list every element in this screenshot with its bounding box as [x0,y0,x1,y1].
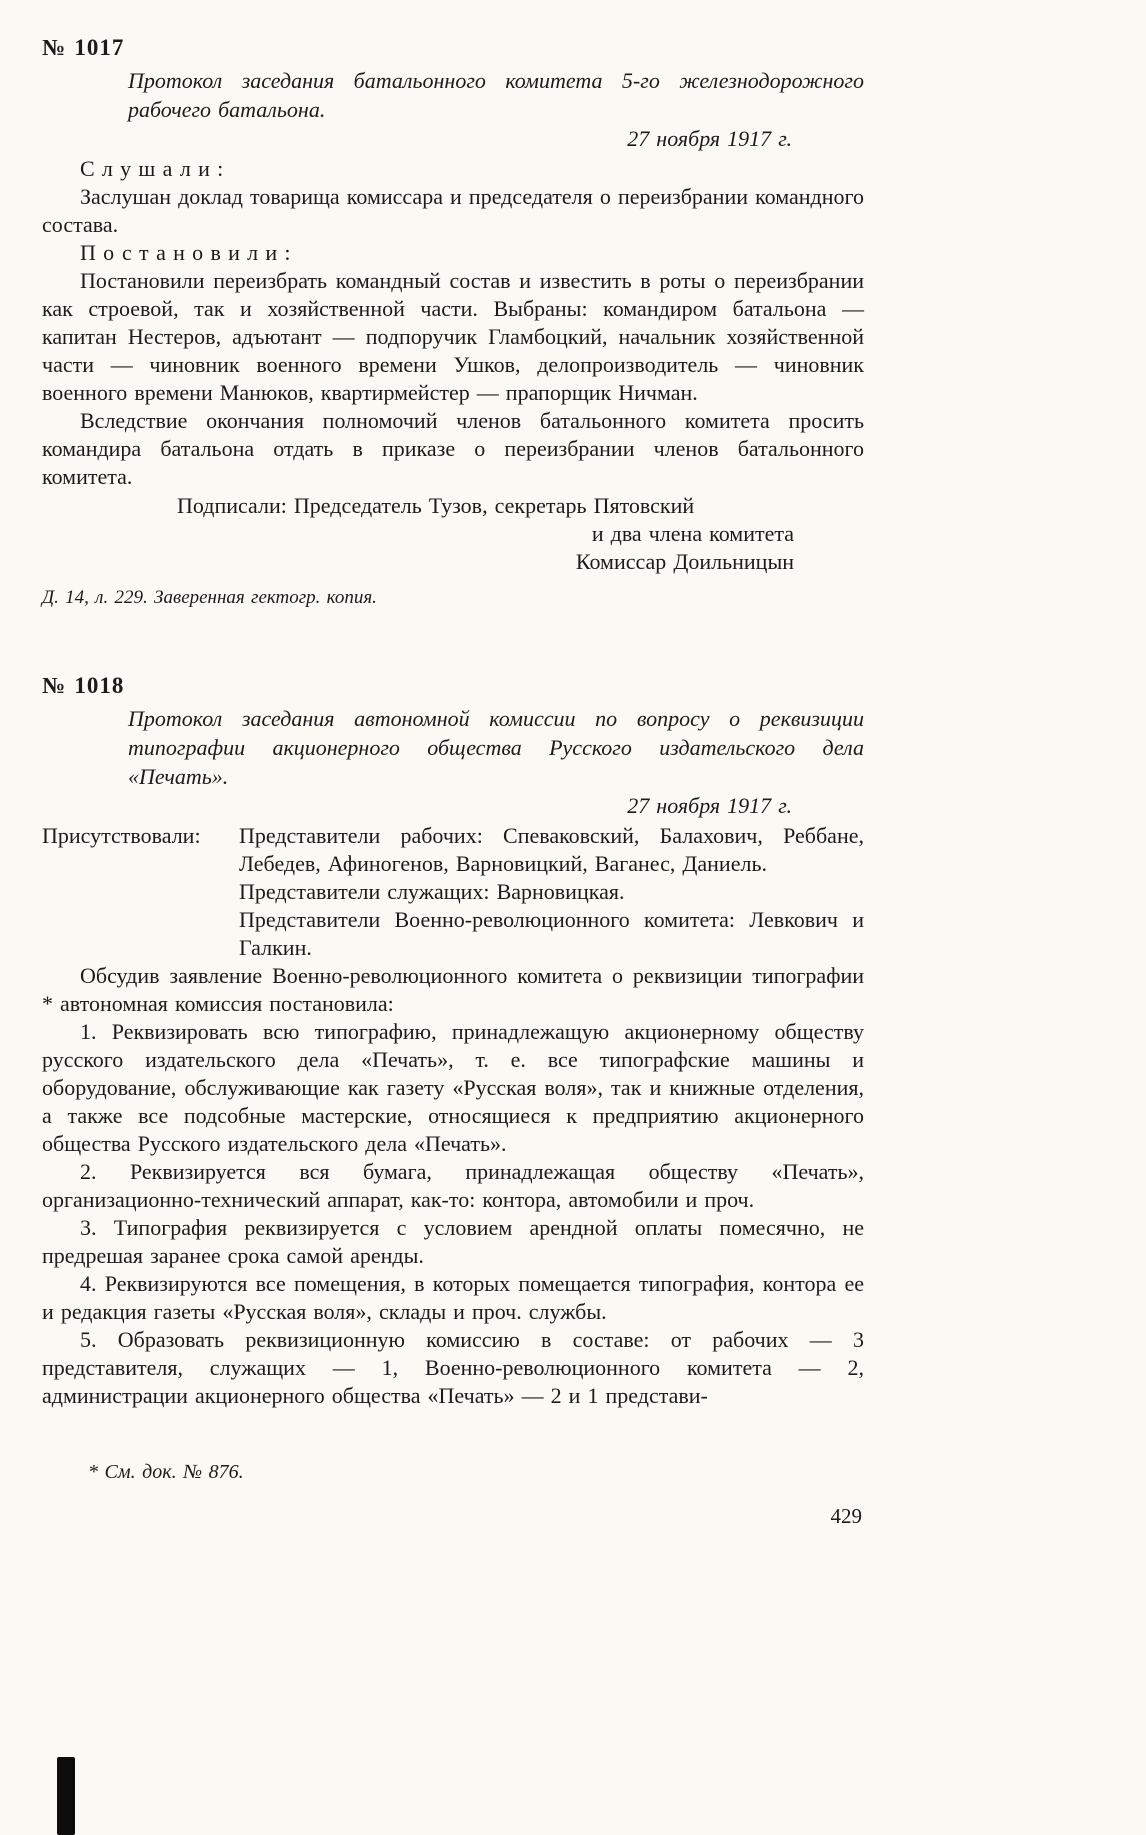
resolution-item: 5. Образовать реквизиционную комиссию в составе: от рабочих — 3 представителя, служащих — 1, Военно-революционного комитета — 2, администрации акционерного общества «Печать» — 2 и 1 представи- [42,1327,864,1408]
attendee-entry: Представители Военно-революционного комитета: Левкович и Галкин. [239,907,864,960]
doc-title: Протокол заседания автономной комиссии по вопросу о реквизиции типографии акционерного общества Русского издательского дела «Печать». [128,706,864,789]
page-number: 429 [830,1504,862,1528]
followup-paragraph: Вследствие окончания полномочий членов батальонного комитета просить командира батальона отдать в приказе о переизбрании членов батальонного комитета. [42,408,864,489]
resolved-paragraph: Постановили переизбрать командный состав и известить в роты о переизбрании как строевой, так и хозяйственной части. Выбраны: командиром батальона — капитан Нестеров, адъютант — подпоручик Гламбоцкий, начальник хозяйственной части — чиновник военного времени Ушков, делопроизводитель — чиновник военного времени Манюков, квартирмейстер — прапорщик Ничман. [42,268,864,405]
attendees-label: Присутствовали: [42,823,201,848]
doc-date: 27 ноября 1917 г. [627,793,792,818]
heard-paragraph: Заслушан доклад товарища комиссара и председателя о переизбрании командного состава. [42,184,864,237]
doc-title: Протокол заседания батальонного комитета 5-го железнодорожного рабочего батальона. [128,68,864,122]
document-1018 [42,672,864,1410]
section-gap [42,612,864,672]
signature-line: Подписали: Председатель Тузов, секретарь Пятовский [177,493,695,518]
attendee-entry: Представители рабочих: Спеваковский, Балахович, Реббане, Лебедев, Афиногенов, Варновицкий, Ваганес, Даниель. [239,823,864,876]
doc-date: 27 ноября 1917 г. [627,126,792,151]
attendee-entry: Представители служащих: Варновицкая. [239,879,625,904]
signature-line: и два члена комитета [591,521,794,546]
text-column [42,34,864,1551]
resolved-label: Постановили: [80,240,298,265]
doc-number: № 1017 [42,35,125,60]
attendees-list [239,822,864,962]
document-1017 [42,34,864,612]
signature-line: Комиссар Доильницын [575,549,794,574]
attendees-block [42,822,864,962]
resolution-item: 4. Реквизируются все помещения, в которых помещается типография, контора ее и редакция газеты «Русская воля», склады и проч. службы. [42,1271,864,1324]
doc-number: № 1018 [42,673,125,698]
resolution-item: 3. Типография реквизируется с условием арендной оплаты помесячно, не предрешая заранее срока самой аренды. [42,1215,864,1268]
archival-source-note: Д. 14, л. 229. Заверенная гектогр. копия. [42,587,377,608]
heard-label: Слушали: [80,156,231,181]
resolution-item: 2. Реквизируется вся бумага, принадлежащая обществу «Печать», организационно-технический аппарат, как-то: контора, автомобили и проч. [42,1159,864,1212]
footnote: * См. док. № 876. [88,1461,244,1483]
scan-artifact-mark [57,1757,75,1835]
resolution-item: 1. Реквизировать всю типографию, принадлежащую акционерному обществу русского издательского дела «Печать», т. е. все типографские машины и оборудование, обслуживающие как газету «Русская воля», так и книжные отделения, а также все подсобные мастерские, относящиеся к предприятию акционерного общества Русского издательского дела «Печать». [42,1019,864,1156]
intro-paragraph: Обсудив заявление Военно-революционного комитета о реквизиции типографии * автономная комиссия постановила: [42,963,864,1016]
